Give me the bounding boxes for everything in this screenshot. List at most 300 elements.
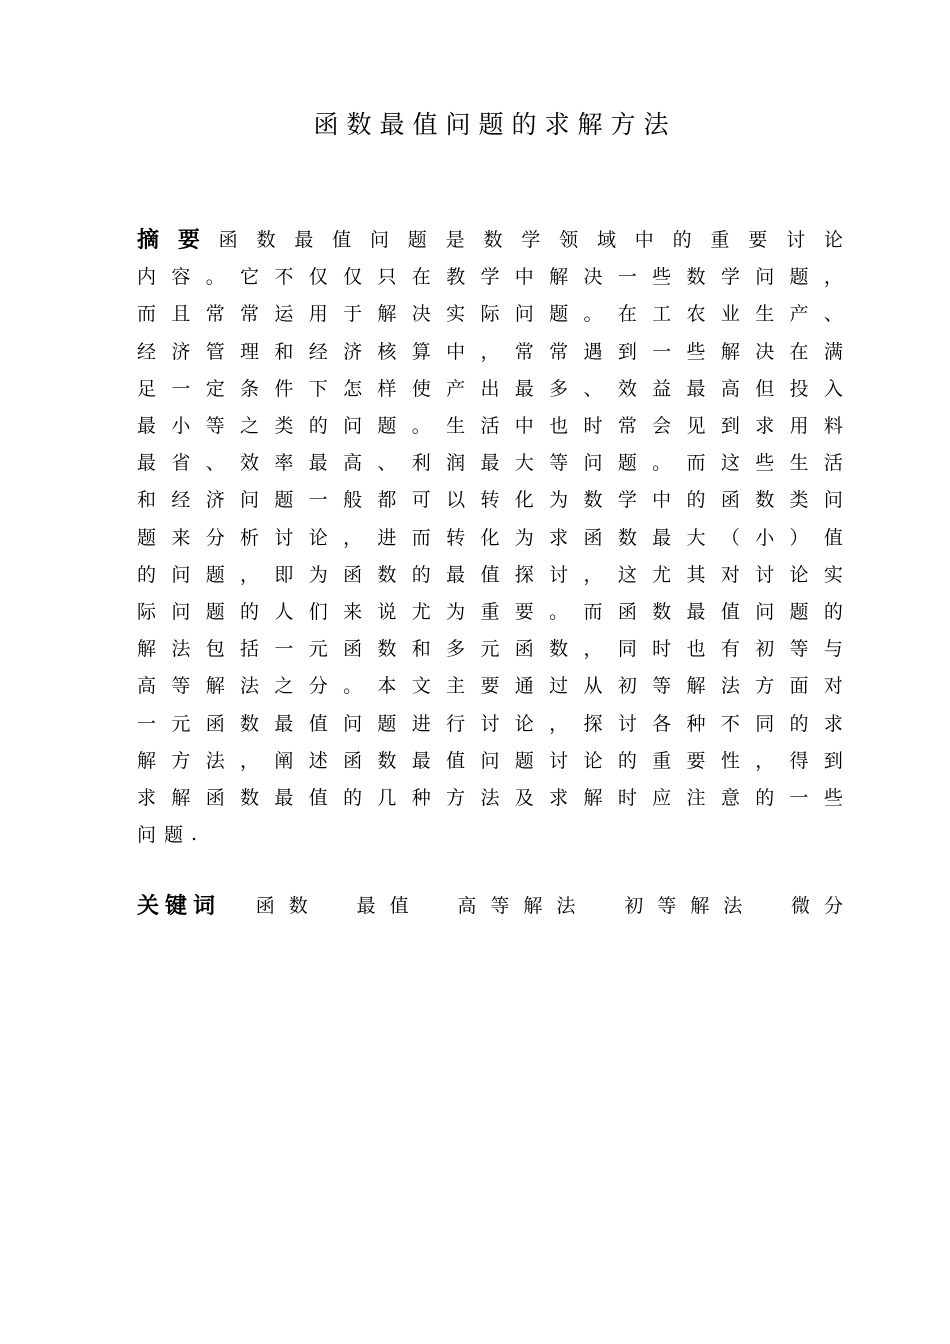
abstract-char: 分 bbox=[205, 526, 225, 549]
abstract-char: 只 bbox=[377, 266, 397, 289]
abstract-char: 等 bbox=[789, 638, 809, 661]
abstract-char: 最 bbox=[446, 563, 466, 586]
abstract-char: 求 bbox=[549, 786, 569, 809]
abstract-char: 值 bbox=[332, 229, 352, 252]
abstract-char: 最 bbox=[686, 377, 706, 400]
abstract-char: 数 bbox=[549, 638, 569, 661]
abstract-char: 求 bbox=[823, 712, 843, 735]
keyword-item: 最值 bbox=[356, 894, 423, 917]
abstract-char: 同 bbox=[755, 712, 775, 735]
abstract-char: 理 bbox=[240, 340, 260, 363]
abstract-char: 问 bbox=[171, 600, 191, 623]
keyword-item: 函数 bbox=[255, 894, 322, 917]
abstract-line bbox=[137, 592, 843, 629]
abstract-line bbox=[137, 480, 843, 517]
abstract-char: 一 bbox=[171, 377, 191, 400]
abstract-char: 问 bbox=[343, 712, 363, 735]
abstract-char: 问 bbox=[755, 600, 775, 623]
abstract-char: . bbox=[191, 822, 198, 845]
abstract-char: 。 bbox=[652, 452, 672, 475]
abstract-char: 讨 bbox=[617, 712, 637, 735]
abstract-char: 它 bbox=[240, 266, 260, 289]
abstract-char: 最 bbox=[308, 452, 328, 475]
abstract-line bbox=[137, 703, 843, 740]
abstract-char: 讨 bbox=[549, 749, 569, 772]
abstract-char: 算 bbox=[411, 340, 431, 363]
abstract-char: 的 bbox=[755, 786, 775, 809]
abstract-char: ， bbox=[549, 712, 569, 735]
abstract-char: 学 bbox=[521, 229, 541, 252]
abstract-label-char: 要 bbox=[177, 228, 200, 254]
abstract-char: 学 bbox=[480, 266, 500, 289]
abstract-char: 常 bbox=[205, 303, 225, 326]
abstract-char: 生 bbox=[446, 415, 466, 438]
abstract-char: 到 bbox=[823, 749, 843, 772]
abstract-char: 润 bbox=[446, 452, 466, 475]
abstract-char: 的 bbox=[823, 600, 843, 623]
abstract-char: 初 bbox=[755, 638, 775, 661]
abstract-char: 文 bbox=[411, 675, 431, 698]
abstract-char: 值 bbox=[480, 563, 500, 586]
abstract-char: 性 bbox=[720, 749, 740, 772]
abstract-char: 论 bbox=[823, 229, 843, 252]
keyword-item: 初等解法 bbox=[624, 894, 757, 917]
abstract-char: 的 bbox=[789, 712, 809, 735]
abstract-char: 要 bbox=[748, 229, 768, 252]
abstract-char: 要 bbox=[514, 600, 534, 623]
abstract-char: 题 bbox=[377, 712, 397, 735]
abstract-char: 最 bbox=[137, 452, 157, 475]
abstract-line bbox=[137, 741, 843, 778]
abstract-char: 即 bbox=[274, 563, 294, 586]
abstract-char: 问 bbox=[583, 452, 603, 475]
abstract-char: 与 bbox=[823, 638, 843, 661]
abstract-char: 从 bbox=[583, 675, 603, 698]
abstract-char: 值 bbox=[446, 749, 466, 772]
abstract-char: 法 bbox=[720, 675, 740, 698]
abstract-char: 的 bbox=[240, 600, 260, 623]
abstract-char: 高 bbox=[720, 377, 740, 400]
abstract-char: ， bbox=[343, 526, 363, 549]
abstract-char: 最 bbox=[480, 452, 500, 475]
abstract-line bbox=[137, 332, 843, 369]
abstract-char: 决 bbox=[583, 266, 603, 289]
abstract-char: 应 bbox=[652, 786, 672, 809]
abstract-char: 利 bbox=[411, 452, 431, 475]
abstract-char: 问 bbox=[171, 563, 191, 586]
abstract-char: 仅 bbox=[343, 266, 363, 289]
abstract-char: 容 bbox=[171, 266, 191, 289]
abstract-char: 最 bbox=[274, 786, 294, 809]
abstract-char: 数 bbox=[240, 712, 260, 735]
abstract-char: 教 bbox=[446, 266, 466, 289]
abstract-char: 数 bbox=[377, 749, 397, 772]
abstract-char: 都 bbox=[377, 489, 397, 512]
abstract-char: ， bbox=[583, 563, 603, 586]
abstract-char: 内 bbox=[137, 266, 157, 289]
abstract-char: 济 bbox=[171, 340, 191, 363]
abstract-char: 转 bbox=[480, 489, 500, 512]
abstract-line bbox=[137, 443, 843, 480]
abstract-char: 讨 bbox=[480, 712, 500, 735]
abstract-char: 在 bbox=[789, 340, 809, 363]
abstract-char: 。 bbox=[549, 600, 569, 623]
abstract-section bbox=[137, 220, 843, 852]
abstract-char: 元 bbox=[480, 638, 500, 661]
abstract-char: 种 bbox=[686, 712, 706, 735]
abstract-char: 不 bbox=[720, 712, 740, 735]
abstract-char: 题 bbox=[205, 600, 225, 623]
abstract-char: 解 bbox=[720, 340, 740, 363]
abstract-char: 一 bbox=[274, 638, 294, 661]
abstract-char: 最 bbox=[411, 749, 431, 772]
abstract-char: 投 bbox=[789, 377, 809, 400]
abstract-char: 中 bbox=[514, 415, 534, 438]
abstract-char: 定 bbox=[205, 377, 225, 400]
abstract-char: 的 bbox=[137, 563, 157, 586]
abstract-char: 些 bbox=[686, 340, 706, 363]
keyword-item: 高等解法 bbox=[457, 894, 590, 917]
abstract-char: 实 bbox=[823, 563, 843, 586]
abstract-char: 类 bbox=[274, 415, 294, 438]
abstract-char: 使 bbox=[411, 377, 431, 400]
abstract-char: 等 bbox=[171, 675, 191, 698]
abstract-char: 活 bbox=[823, 452, 843, 475]
abstract-char: 料 bbox=[823, 415, 843, 438]
abstract-char: 满 bbox=[823, 340, 843, 363]
abstract-line bbox=[137, 629, 843, 666]
abstract-char: 同 bbox=[617, 638, 637, 661]
abstract-char: ， bbox=[480, 340, 500, 363]
abstract-line bbox=[137, 369, 843, 406]
abstract-char: 产 bbox=[789, 303, 809, 326]
abstract-char: 为 bbox=[446, 600, 466, 623]
abstract-char: 而 bbox=[137, 303, 157, 326]
abstract-char: 最 bbox=[514, 377, 534, 400]
abstract-char: 一 bbox=[137, 712, 157, 735]
abstract-char: 效 bbox=[617, 377, 637, 400]
abstract-char: 数 bbox=[755, 489, 775, 512]
abstract-char: 小 bbox=[171, 415, 191, 438]
abstract-char: 问 bbox=[823, 489, 843, 512]
abstract-char: 高 bbox=[137, 675, 157, 698]
abstract-char: 常 bbox=[514, 340, 534, 363]
abstract-char: 值 bbox=[308, 786, 328, 809]
abstract-char: ） bbox=[789, 526, 809, 549]
abstract-char: 常 bbox=[617, 415, 637, 438]
abstract-char: ， bbox=[755, 749, 775, 772]
abstract-line bbox=[137, 220, 843, 257]
abstract-char: 几 bbox=[377, 786, 397, 809]
abstract-char: 运 bbox=[274, 303, 294, 326]
abstract-char: （ bbox=[720, 526, 740, 549]
abstract-char: 怎 bbox=[343, 377, 363, 400]
abstract-char: 重 bbox=[710, 229, 730, 252]
abstract-char: 中 bbox=[446, 340, 466, 363]
abstract-char: 函 bbox=[583, 526, 603, 549]
abstract-char: 数 bbox=[617, 526, 637, 549]
abstract-char: 阐 bbox=[274, 749, 294, 772]
abstract-char: ， bbox=[823, 266, 843, 289]
abstract-char: 也 bbox=[549, 415, 569, 438]
abstract-char: 讨 bbox=[274, 526, 294, 549]
abstract-char: 问 bbox=[343, 415, 363, 438]
abstract-line bbox=[137, 815, 843, 852]
abstract-char: 函 bbox=[343, 563, 363, 586]
abstract-char: 讨 bbox=[755, 563, 775, 586]
abstract-char: 函 bbox=[343, 638, 363, 661]
abstract-char: 法 bbox=[171, 638, 191, 661]
abstract-char: 这 bbox=[617, 563, 637, 586]
abstract-char: 论 bbox=[308, 526, 328, 549]
abstract-char: 在 bbox=[617, 303, 637, 326]
abstract-char: 。 bbox=[411, 415, 431, 438]
keyword-item: 微分 bbox=[790, 894, 857, 917]
abstract-char: 初 bbox=[617, 675, 637, 698]
abstract-char: 讨 bbox=[549, 563, 569, 586]
abstract-char: 和 bbox=[411, 638, 431, 661]
abstract-char: 题 bbox=[205, 563, 225, 586]
abstract-char: 的 bbox=[686, 489, 706, 512]
abstract-char: 题 bbox=[789, 266, 809, 289]
abstract-char: 面 bbox=[789, 675, 809, 698]
abstract-char: 些 bbox=[823, 786, 843, 809]
abstract-char: 人 bbox=[274, 600, 294, 623]
abstract-char: 经 bbox=[308, 340, 328, 363]
abstract-char: 一 bbox=[308, 489, 328, 512]
abstract-char: 们 bbox=[308, 600, 328, 623]
abstract-char: 决 bbox=[411, 303, 431, 326]
abstract-char: 题 bbox=[164, 824, 184, 847]
abstract-char: 行 bbox=[446, 712, 466, 735]
abstract-char: 多 bbox=[549, 377, 569, 400]
abstract-char: 最 bbox=[137, 415, 157, 438]
abstract-char: 分 bbox=[308, 675, 328, 698]
abstract-char: 件 bbox=[274, 377, 294, 400]
abstract-char: 时 bbox=[617, 786, 637, 809]
abstract-char: 注 bbox=[686, 786, 706, 809]
abstract-char: 工 bbox=[652, 303, 672, 326]
abstract-char: 中 bbox=[634, 229, 654, 252]
abstract-char: 题 bbox=[789, 600, 809, 623]
abstract-char: 时 bbox=[583, 415, 603, 438]
abstract-char: 是 bbox=[445, 229, 465, 252]
abstract-char: 对 bbox=[720, 563, 740, 586]
abstract-char: 。 bbox=[205, 266, 225, 289]
abstract-char: 大 bbox=[686, 526, 706, 549]
abstract-char: 足 bbox=[137, 377, 157, 400]
abstract-char: 一 bbox=[617, 266, 637, 289]
abstract-char: 元 bbox=[171, 712, 191, 735]
abstract-char: 要 bbox=[686, 749, 706, 772]
abstract-char: 化 bbox=[480, 526, 500, 549]
abstract-char: 、 bbox=[205, 452, 225, 475]
abstract-char: 解 bbox=[171, 786, 191, 809]
abstract-line bbox=[137, 406, 843, 443]
abstract-char: 求 bbox=[755, 415, 775, 438]
abstract-char: 论 bbox=[583, 749, 603, 772]
abstract-char: 常 bbox=[240, 303, 260, 326]
abstract-line bbox=[137, 518, 843, 555]
abstract-char: 题 bbox=[377, 415, 397, 438]
abstract-char: ， bbox=[240, 749, 260, 772]
abstract-char: 问 bbox=[137, 824, 157, 847]
abstract-char: 探 bbox=[514, 563, 534, 586]
abstract-char: 说 bbox=[377, 600, 397, 623]
abstract-char: 问 bbox=[755, 266, 775, 289]
abstract-char: 决 bbox=[755, 340, 775, 363]
abstract-char: 而 bbox=[686, 452, 706, 475]
abstract-char: 生 bbox=[789, 452, 809, 475]
abstract-char: 重 bbox=[652, 749, 672, 772]
abstract-char: 进 bbox=[377, 526, 397, 549]
abstract-char: 数 bbox=[377, 563, 397, 586]
abstract-char: 、 bbox=[823, 303, 843, 326]
abstract-char: 探 bbox=[583, 712, 603, 735]
abstract-char: 为 bbox=[514, 526, 534, 549]
abstract-char: 法 bbox=[240, 675, 260, 698]
abstract-char: 重 bbox=[480, 600, 500, 623]
abstract-char: 尤 bbox=[411, 600, 431, 623]
abstract-char: 率 bbox=[274, 452, 294, 475]
abstract-char: 学 bbox=[617, 489, 637, 512]
abstract-char: 实 bbox=[446, 303, 466, 326]
abstract-char: 方 bbox=[446, 786, 466, 809]
abstract-char: 时 bbox=[652, 638, 672, 661]
abstract-char: 解 bbox=[549, 266, 569, 289]
abstract-char: 求 bbox=[549, 526, 569, 549]
abstract-char: 而 bbox=[583, 600, 603, 623]
abstract-char: 且 bbox=[171, 303, 191, 326]
abstract-char: 解 bbox=[137, 749, 157, 772]
abstract-char: 函 bbox=[205, 786, 225, 809]
abstract-char: 函 bbox=[720, 489, 740, 512]
abstract-char: 法 bbox=[480, 786, 500, 809]
abstract-char: 效 bbox=[240, 452, 260, 475]
abstract-char: 大 bbox=[514, 452, 534, 475]
abstract-char: 济 bbox=[205, 489, 225, 512]
abstract-char: 等 bbox=[652, 675, 672, 698]
abstract-char: 函 bbox=[514, 638, 534, 661]
abstract-char: 的 bbox=[411, 563, 431, 586]
abstract-char: 数 bbox=[652, 600, 672, 623]
abstract-char: 常 bbox=[549, 340, 569, 363]
abstract-char: 会 bbox=[652, 415, 672, 438]
abstract-char: 题 bbox=[274, 489, 294, 512]
abstract-char: 析 bbox=[240, 526, 260, 549]
abstract-char: 产 bbox=[446, 377, 466, 400]
abstract-char: 种 bbox=[411, 786, 431, 809]
page-title: 函数最值问题的求解方法 bbox=[313, 110, 677, 139]
abstract-char: 类 bbox=[789, 489, 809, 512]
abstract-line bbox=[137, 666, 843, 703]
abstract-char: 仅 bbox=[308, 266, 328, 289]
abstract-char: 见 bbox=[686, 415, 706, 438]
abstract-char: 些 bbox=[755, 452, 775, 475]
abstract-line bbox=[137, 257, 843, 294]
abstract-char: 、 bbox=[377, 452, 397, 475]
abstract-char: 主 bbox=[446, 675, 466, 698]
abstract-char: 入 bbox=[823, 377, 843, 400]
abstract-char: 最 bbox=[652, 526, 672, 549]
abstract-char: 的 bbox=[308, 415, 328, 438]
abstract-char: 数 bbox=[583, 489, 603, 512]
abstract-char: 的 bbox=[617, 749, 637, 772]
abstract-char: 为 bbox=[549, 489, 569, 512]
abstract-label-char: 摘 bbox=[137, 228, 160, 254]
abstract-char: 益 bbox=[652, 377, 672, 400]
abstract-char: 问 bbox=[514, 303, 534, 326]
abstract-char: 要 bbox=[480, 675, 500, 698]
abstract-char: 一 bbox=[652, 340, 672, 363]
abstract-char: 业 bbox=[720, 303, 740, 326]
abstract-char: 之 bbox=[240, 415, 260, 438]
abstract-char: 题 bbox=[617, 452, 637, 475]
abstract-char: 值 bbox=[308, 712, 328, 735]
abstract-char: 其 bbox=[686, 563, 706, 586]
abstract-char: 论 bbox=[514, 712, 534, 735]
abstract-char: 函 bbox=[205, 712, 225, 735]
abstract-char: ， bbox=[583, 638, 603, 661]
abstract-char: 最 bbox=[686, 600, 706, 623]
abstract-char: 条 bbox=[240, 377, 260, 400]
abstract-char: 题 bbox=[407, 229, 427, 252]
abstract-char: 解 bbox=[583, 786, 603, 809]
abstract-char: 转 bbox=[446, 526, 466, 549]
abstract-char: 有 bbox=[720, 638, 740, 661]
abstract-char: 和 bbox=[274, 340, 294, 363]
abstract-char: 但 bbox=[755, 377, 775, 400]
abstract-char: 到 bbox=[617, 340, 637, 363]
abstract-char: 。 bbox=[583, 303, 603, 326]
abstract-char: 进 bbox=[411, 712, 431, 735]
abstract-char: 农 bbox=[686, 303, 706, 326]
abstract-char: 过 bbox=[549, 675, 569, 698]
abstract-line bbox=[137, 555, 843, 592]
abstract-char: 元 bbox=[308, 638, 328, 661]
abstract-char: 经 bbox=[171, 489, 191, 512]
abstract-char: 来 bbox=[171, 526, 191, 549]
abstract-char: 值 bbox=[720, 600, 740, 623]
abstract-char: 际 bbox=[480, 303, 500, 326]
abstract-char: 为 bbox=[308, 563, 328, 586]
abstract-char: 际 bbox=[137, 600, 157, 623]
abstract-line bbox=[137, 778, 843, 815]
abstract-char: ， bbox=[240, 563, 260, 586]
keywords-label: 关键词 bbox=[137, 893, 222, 919]
abstract-char: 函 bbox=[218, 229, 238, 252]
abstract-char: 域 bbox=[596, 229, 616, 252]
abstract-char: 讨 bbox=[786, 229, 806, 252]
abstract-char: 般 bbox=[343, 489, 363, 512]
abstract-char: 题 bbox=[514, 749, 534, 772]
abstract-char: 数 bbox=[240, 786, 260, 809]
abstract-char: 解 bbox=[205, 675, 225, 698]
abstract-char: 一 bbox=[789, 786, 809, 809]
abstract-char: 出 bbox=[480, 377, 500, 400]
abstract-char: 学 bbox=[720, 266, 740, 289]
abstract-char: 下 bbox=[308, 377, 328, 400]
abstract-char: 等 bbox=[205, 415, 225, 438]
abstract-char: 函 bbox=[617, 600, 637, 623]
abstract-char: 样 bbox=[377, 377, 397, 400]
abstract-char: 尤 bbox=[652, 563, 672, 586]
abstract-char: 经 bbox=[137, 340, 157, 363]
abstract-char: 以 bbox=[446, 489, 466, 512]
abstract-char: 些 bbox=[652, 266, 672, 289]
abstract-char: 括 bbox=[240, 638, 260, 661]
abstract-char: 数 bbox=[686, 266, 706, 289]
